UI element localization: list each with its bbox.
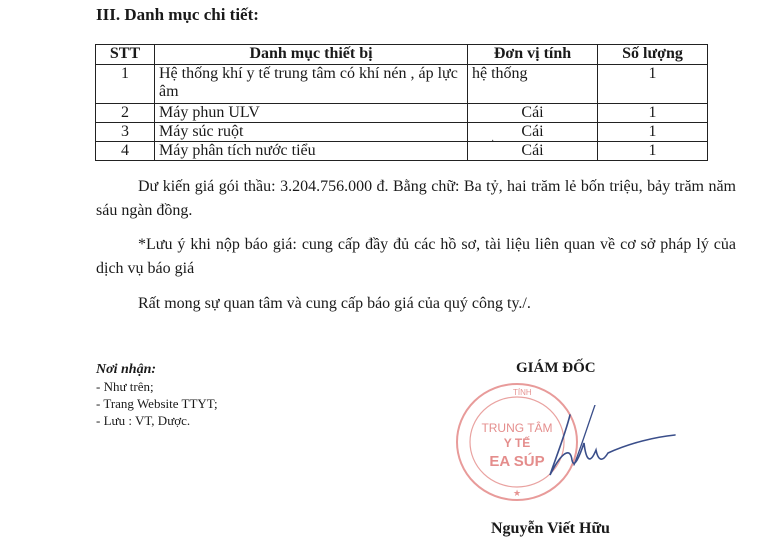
note-text: *Lưu ý khi nộp báo giá: cung cấp đầy đủ các hồ sơ, tài liệu liên quan về cơ sở pháp lý của dịch vụ báo giá <box>96 236 736 277</box>
stamp-star-icon: ★ <box>513 489 522 499</box>
signature-stroke <box>574 405 595 465</box>
recipient-item: - Lưu : VT, Dược. <box>96 413 191 428</box>
row-unit: Cái <box>468 123 598 142</box>
table-header-row <box>96 45 708 65</box>
handwritten-signature <box>540 405 680 485</box>
recipient-item: - Trang Website TTYT; <box>96 396 218 411</box>
table-row <box>96 142 708 161</box>
row-stt: 3 <box>96 123 155 142</box>
row-name: Máy súc ruột <box>155 123 468 142</box>
closing-paragraph: Rất mong sự quan tâm và cung cấp báo giá của quý công ty./. <box>138 295 531 312</box>
recipients-block <box>96 361 218 429</box>
row-name: Máy phân tích nước tiểu <box>155 142 468 161</box>
header-name: Danh mục thiết bị <box>155 45 468 65</box>
equipment-table <box>95 44 708 161</box>
row-stt: 1 <box>96 65 155 104</box>
row-unit: Cái <box>468 104 598 123</box>
row-unit: Cái <box>468 142 598 161</box>
row-qty: 1 <box>598 65 708 104</box>
row-qty: 1 <box>598 104 708 123</box>
table-row <box>96 65 708 104</box>
header-unit: Đơn vị tính <box>468 45 598 65</box>
row-stt: 4 <box>96 142 155 161</box>
header-qty: Số lượng <box>598 45 708 65</box>
stamp-line1: TRUNG TÂM <box>481 421 553 435</box>
row-name: Máy phun ULV <box>155 104 468 123</box>
stamp-line2: Y TẾ <box>503 436 531 450</box>
row-unit: hệ thống <box>468 65 598 104</box>
table-row <box>96 104 708 123</box>
header-stt: STT <box>96 45 155 65</box>
stamp-top-text: TỈNH <box>513 388 532 397</box>
signature-stroke <box>550 415 675 475</box>
row-qty: 1 <box>598 123 708 142</box>
row-qty: 1 <box>598 142 708 161</box>
speck-mark: · <box>491 136 495 147</box>
table-row <box>96 123 708 142</box>
row-stt: 2 <box>96 104 155 123</box>
estimate-text: Dư kiến giá gói thầu: 3.204.756.000 đ. Bằng chữ: Ba tỷ, hai trăm lẻ bốn triệu, bảy trăm năm sáu ngàn đồng. <box>96 178 736 219</box>
section-title: III. Danh mục chi tiết: <box>96 5 259 24</box>
note-paragraph <box>96 233 736 281</box>
recipient-item: - Như trên; <box>96 379 154 394</box>
director-title: GIÁM ĐỐC <box>516 360 596 376</box>
recipients-heading: Nơi nhận: <box>96 362 157 377</box>
stamp-line3: EA SÚP <box>489 453 545 470</box>
estimate-paragraph <box>96 175 736 223</box>
signer-name: Nguyễn Viết Hữu <box>491 520 610 537</box>
row-name: Hệ thống khí y tế trung tâm có khí nén , áp lực âm <box>155 65 468 104</box>
